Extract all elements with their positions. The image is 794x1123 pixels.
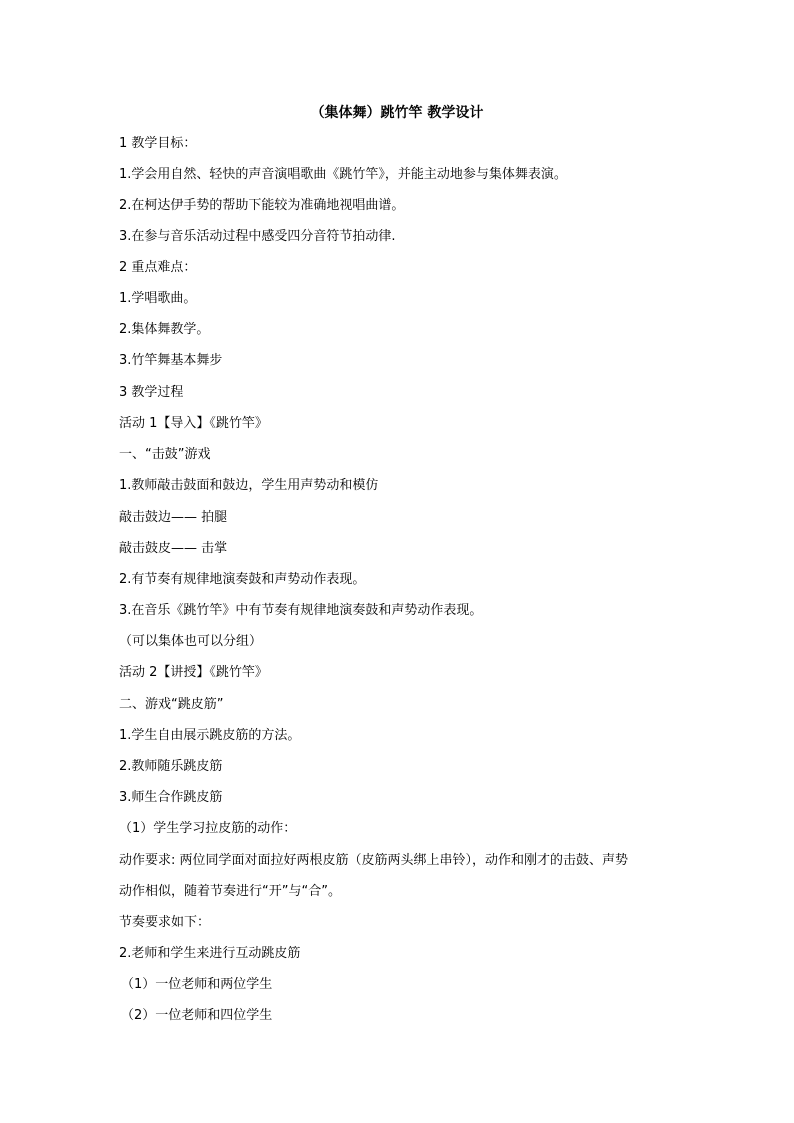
movement-requirement-line-1: 动作要求: 两位同学面对面拉好两根皮筋（皮筋两头绑上串铃），动作和刚才的击鼓、声势	[119, 853, 629, 868]
activity-2-heading: 活动 2【讲授】《跳竹竿》	[119, 665, 268, 680]
key-point-line-3: 3.竹竿舞基本舞步	[119, 353, 223, 368]
objective-line-2: 2.在柯达伊手势的帮助下能较为准确地视唱曲谱。	[119, 198, 405, 213]
game-2-heading: 二、游戏“跳皮筋”	[119, 697, 224, 712]
interaction-option-1: （1）一位老师和两位学生	[121, 977, 273, 992]
interaction-line: 2.老师和学生来进行互动跳皮筋	[119, 946, 301, 961]
rhythm-requirement-line: 节奏要求如下：	[119, 915, 211, 930]
game-2-step-2: 2.教师随乐跳皮筋	[119, 759, 223, 774]
group-note: （可以集体也可以分组）	[119, 634, 263, 649]
section-heading-key-points: 2 重点难点：	[119, 260, 197, 275]
game-1-step-2: 2.有节奏有规律地演奏鼓和声势动作表现。	[119, 572, 366, 587]
section-heading-objectives: 1 教学目标：	[119, 136, 197, 151]
activity-1-heading: 活动 1【导入】《跳竹竿》	[119, 416, 268, 431]
document-title: （集体舞）跳竹竿 教学设计	[310, 105, 484, 121]
key-point-line-1: 1.学唱歌曲。	[119, 291, 197, 306]
game-2-step-1: 1.学生自由展示跳皮筋的方法。	[119, 728, 301, 743]
game-1-step-3: 3.在音乐《跳竹竿》中有节奏有规律地演奏鼓和声势动作表现。	[119, 603, 483, 618]
section-heading-process: 3 教学过程	[119, 385, 184, 400]
game-2-step-3: 3.师生合作跳皮筋	[119, 790, 223, 805]
drum-edge-line: 敲击鼓边—— 拍腿	[119, 510, 228, 525]
key-point-line-2: 2.集体舞教学。	[119, 322, 210, 337]
interaction-option-2: （2）一位老师和四位学生	[121, 1008, 273, 1023]
drum-skin-line: 敲击鼓皮—— 击掌	[119, 541, 228, 556]
movement-requirement-line-2: 动作相似，随着节奏进行“开”与“合”。	[119, 884, 341, 899]
objective-line-3: 3.在参与音乐活动过程中感受四分音符节拍动律.	[119, 229, 396, 244]
game-1-heading: 一、“击鼓”游戏	[119, 447, 211, 462]
game-2-substep-1: （1）学生学习拉皮筋的动作：	[119, 821, 297, 836]
objective-line-1: 1.学会用自然、轻快的声音演唱歌曲《跳竹竿》，并能主动地参与集体舞表演。	[119, 167, 567, 182]
game-1-step-1: 1.教师敲击鼓面和鼓边，学生用声势动和模仿	[119, 478, 379, 493]
